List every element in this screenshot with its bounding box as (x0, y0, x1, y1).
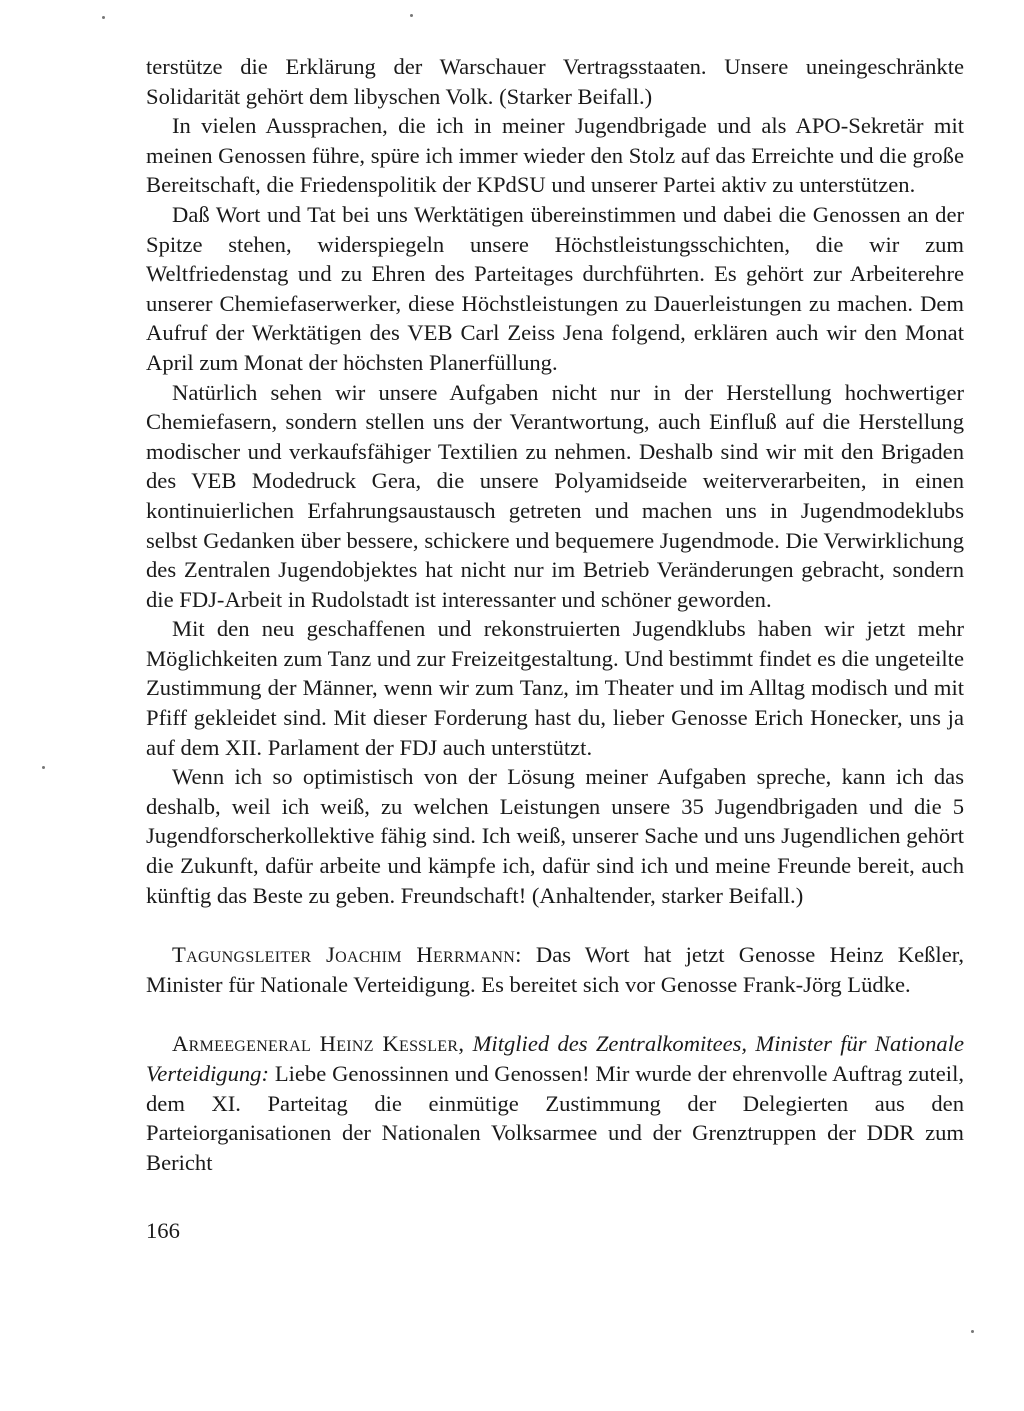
speech-gap (146, 999, 964, 1029)
speech-gap (146, 910, 964, 940)
scan-speck (102, 16, 105, 19)
page-number: 166 (146, 1218, 180, 1243)
chair-speech (146, 940, 964, 999)
kessler-speech-text: Liebe Genossinnen und Genossen! Mir wurde der ehrenvolle Auftrag zuteil, dem XI. Parteitag die einmütige Zustimmung der Delegierten aus den Parteiorganisationen der Nationalen Volksarmee und der Grenztruppen der DDR zum Bericht (146, 1061, 964, 1175)
paragraph-6: Wenn ich so optimistisch von der Lösung meiner Aufgaben spreche, kann ich das deshalb, weil ich weiß, zu welchen Leistungen unsere 35 Jugendbrigaden und die 5 Jugendforscherkollektive fähig sind. Ich weiß, unserer Sache und uns Jugendlichen gehört die Zukunft, dafür arbeite und kämpfe ich, dafür sind ich und meine Freunde bereit, auch künftig das Beste zu geben. Freundschaft! (Anhaltender, starker Beifall.) (146, 764, 964, 908)
kessler-speech (146, 1029, 964, 1177)
paragraph-2: In vielen Aussprachen, die ich in meiner Jugendbrigade und als APO-Sekretär mit meinen Genossen führe, spüre ich immer wieder den Stolz auf das Erreichte und die große Bereitschaft, die Friedenspolitik der KPdSU und unserer Partei aktiv zu unterstützen. (146, 113, 964, 198)
paragraph-3: Daß Wort und Tat bei uns Werktätigen übereinstimmen und dabei die Genossen an der Spitze stehen, widerspiegeln unsere Höchstleistungsschichten, die wir zum Weltfriedenstag und zu Ehren des Parteitages durchführten. Es gehört zur Arbeiterehre unserer Chemiefaserwerker, diese Höchstleistungen zu Dauerleistungen zu machen. Dem Aufruf der Werktätigen des VEB Carl Zeiss Jena folgend, erklären auch wir den Monat April zum Monat der höchsten Planerfüllung. (146, 201, 964, 375)
paragraph-1: terstütze die Erklärung der Warschauer Vertragsstaaten. Unsere uneingeschränkte Solidarität gehört dem libyschen Volk. (Starker Beifall.) (146, 54, 964, 109)
kessler-role: Mitglied des Zentralkomitees, Minister für Nationale Verteidigung: (146, 1031, 965, 1086)
kessler-speaker: Armeegeneral Heinz Keßler, (172, 1031, 465, 1057)
paragraph-5: Mit den neu geschaffenen und rekonstruierten Jugendklubs haben wir jetzt mehr Möglichkeiten zum Tanz und zur Freizeitgestaltung. Und bestimmt findet es die ungeteilte Zustimmung der Männer, wenn wir zum Tanz, im Theater und im Alltag modisch und mit Pfiff gekleidet sind. Mit dieser Forderung hast du, lieber Genosse Erich Honecker, uns ja auf dem XII. Parlament der FDJ auch unterstützt. (146, 616, 964, 760)
page-body (146, 52, 964, 1177)
paragraph-4: Natürlich sehen wir unsere Aufgaben nicht nur in der Herstellung hochwertiger Chemiefasern, sondern stellen uns der Verantwortung, auch Einfluß auf die Herstellung modischer und verkaufsfähiger Textilien zu nehmen. Deshalb sind wir mit den Brigaden des VEB Modedruck Gera, die unsere Polyamidseide weiterverarbeiten, in einen kontinuierlichen Erfahrungsaustausch getreten und machen uns in Jugendmodeklubs selbst Gedanken über bessere, schickere und bequemere Jugendmode. Die Verwirklichung des Zentralen Jugendobjektes hat nicht nur im Betrieb Veränderungen gebracht, sondern die FDJ-Arbeit in Rudolstadt ist interessanter und schöner geworden. (146, 379, 964, 612)
scan-speck (410, 14, 413, 17)
chair-speech-text: Das Wort hat jetzt Genosse Heinz Keßler, Minister für Nationale Verteidigung. Es bereitet sich vor Genosse Frank-Jörg Lüdke. (146, 942, 964, 997)
scan-speck (42, 766, 45, 769)
chair-speaker: Tagungsleiter Joachim Herrmann: (172, 942, 522, 968)
scan-speck (971, 1330, 974, 1333)
